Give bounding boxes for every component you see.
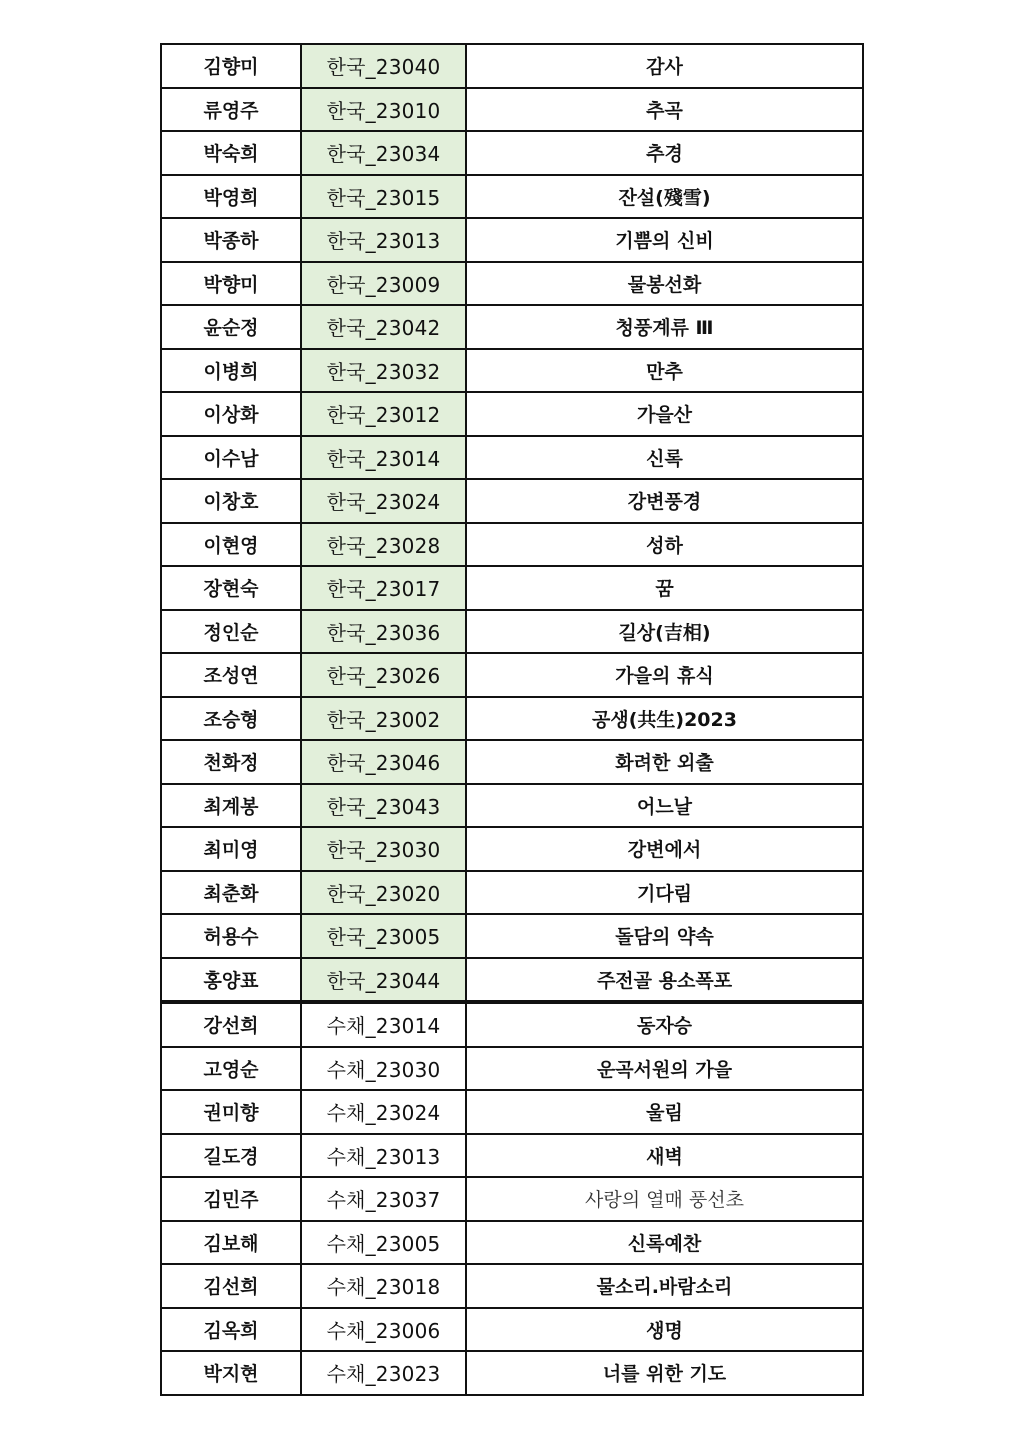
table-row bbox=[161, 1090, 863, 1134]
table-row bbox=[161, 1264, 863, 1308]
artwork-title-cell: 강변풍경 bbox=[466, 479, 863, 523]
entry-code-cell: 한국_23024 bbox=[301, 479, 466, 523]
entry-code-cell: 한국_23043 bbox=[301, 784, 466, 828]
entry-code-cell: 수채_23018 bbox=[301, 1264, 466, 1308]
artwork-title-cell: 울림 bbox=[466, 1090, 863, 1134]
artwork-title-cell: 물봉선화 bbox=[466, 262, 863, 306]
entry-code-cell: 수채_23037 bbox=[301, 1177, 466, 1221]
artist-name-cell: 강선희 bbox=[161, 1002, 301, 1047]
artwork-title-cell: 기다림 bbox=[466, 871, 863, 915]
table-row bbox=[161, 349, 863, 393]
artwork-title-cell: 공생(共生)2023 bbox=[466, 697, 863, 741]
table-row bbox=[161, 697, 863, 741]
artwork-title-cell: 화려한 외출 bbox=[466, 740, 863, 784]
table-row bbox=[161, 958, 863, 1003]
table-row bbox=[161, 218, 863, 262]
table-row bbox=[161, 1047, 863, 1091]
entry-code-cell: 수채_23006 bbox=[301, 1308, 466, 1352]
table-row bbox=[161, 871, 863, 915]
artwork-title-cell: 사랑의 열매 풍선초 bbox=[466, 1177, 863, 1221]
table-row bbox=[161, 653, 863, 697]
table-row bbox=[161, 44, 863, 88]
artist-name-cell: 박향미 bbox=[161, 262, 301, 306]
table-row bbox=[161, 914, 863, 958]
entry-code-cell: 한국_23032 bbox=[301, 349, 466, 393]
entry-code-cell: 한국_23017 bbox=[301, 566, 466, 610]
artist-name-cell: 김선희 bbox=[161, 1264, 301, 1308]
artist-name-cell: 장현숙 bbox=[161, 566, 301, 610]
artwork-title-cell: 물소리.바람소리 bbox=[466, 1264, 863, 1308]
artist-name-cell: 이병희 bbox=[161, 349, 301, 393]
artist-name-cell: 이창호 bbox=[161, 479, 301, 523]
artist-name-cell: 류영주 bbox=[161, 88, 301, 132]
artwork-title-cell: 길상(吉相) bbox=[466, 610, 863, 654]
table-row bbox=[161, 1134, 863, 1178]
artist-name-cell: 최계봉 bbox=[161, 784, 301, 828]
artist-name-cell: 최춘화 bbox=[161, 871, 301, 915]
table-row bbox=[161, 566, 863, 610]
table-row bbox=[161, 392, 863, 436]
table-row bbox=[161, 1002, 863, 1047]
table-row bbox=[161, 131, 863, 175]
artist-name-cell: 길도경 bbox=[161, 1134, 301, 1178]
entry-code-cell: 수채_23024 bbox=[301, 1090, 466, 1134]
entry-code-cell: 한국_23044 bbox=[301, 958, 466, 1003]
entry-code-cell: 수채_23005 bbox=[301, 1221, 466, 1265]
artwork-title-cell: 꿈 bbox=[466, 566, 863, 610]
entry-code-cell: 수채_23014 bbox=[301, 1002, 466, 1047]
entry-code-cell: 한국_23005 bbox=[301, 914, 466, 958]
entry-code-cell: 한국_23014 bbox=[301, 436, 466, 480]
entry-code-cell: 한국_23020 bbox=[301, 871, 466, 915]
entry-code-cell: 한국_23034 bbox=[301, 131, 466, 175]
artist-name-cell: 조성연 bbox=[161, 653, 301, 697]
artwork-title-cell: 어느날 bbox=[466, 784, 863, 828]
table-row bbox=[161, 262, 863, 306]
artist-name-cell: 홍양표 bbox=[161, 958, 301, 1003]
artwork-title-cell: 청풍계류 Ⅲ bbox=[466, 305, 863, 349]
entry-code-cell: 수채_23013 bbox=[301, 1134, 466, 1178]
entry-code-cell: 수채_23030 bbox=[301, 1047, 466, 1091]
table-row bbox=[161, 523, 863, 567]
artist-name-cell: 고영순 bbox=[161, 1047, 301, 1091]
artist-name-cell: 박영희 bbox=[161, 175, 301, 219]
table-row bbox=[161, 175, 863, 219]
artist-name-cell: 윤순정 bbox=[161, 305, 301, 349]
artwork-title-cell: 성하 bbox=[466, 523, 863, 567]
artist-name-cell: 이상화 bbox=[161, 392, 301, 436]
artwork-title-cell: 추곡 bbox=[466, 88, 863, 132]
entry-code-cell: 한국_23026 bbox=[301, 653, 466, 697]
artwork-title-cell: 가을산 bbox=[466, 392, 863, 436]
table-row bbox=[161, 740, 863, 784]
entry-code-cell: 한국_23002 bbox=[301, 697, 466, 741]
artist-name-cell: 김향미 bbox=[161, 44, 301, 88]
artwork-title-cell: 추경 bbox=[466, 131, 863, 175]
entry-code-cell: 한국_23010 bbox=[301, 88, 466, 132]
entry-table-body bbox=[161, 44, 863, 1395]
artwork-title-cell: 가을의 휴식 bbox=[466, 653, 863, 697]
entry-code-cell: 한국_23040 bbox=[301, 44, 466, 88]
entry-code-cell: 한국_23046 bbox=[301, 740, 466, 784]
table-row bbox=[161, 1351, 863, 1395]
artist-name-cell: 김민주 bbox=[161, 1177, 301, 1221]
table-row bbox=[161, 305, 863, 349]
artwork-title-cell: 감사 bbox=[466, 44, 863, 88]
entry-code-cell: 한국_23015 bbox=[301, 175, 466, 219]
table-row bbox=[161, 784, 863, 828]
table-row bbox=[161, 827, 863, 871]
artist-name-cell: 정인순 bbox=[161, 610, 301, 654]
entry-code-cell: 한국_23036 bbox=[301, 610, 466, 654]
table-row bbox=[161, 610, 863, 654]
table-row bbox=[161, 1221, 863, 1265]
artwork-title-cell: 신록예찬 bbox=[466, 1221, 863, 1265]
table-row bbox=[161, 479, 863, 523]
artwork-title-cell: 신록 bbox=[466, 436, 863, 480]
table-row bbox=[161, 436, 863, 480]
entry-code-cell: 수채_23023 bbox=[301, 1351, 466, 1395]
artist-name-cell: 조승형 bbox=[161, 697, 301, 741]
artist-name-cell: 박종하 bbox=[161, 218, 301, 262]
entry-code-cell: 한국_23028 bbox=[301, 523, 466, 567]
artwork-title-cell: 만추 bbox=[466, 349, 863, 393]
artwork-title-cell: 동자승 bbox=[466, 1002, 863, 1047]
artwork-title-cell: 주전골 용소폭포 bbox=[466, 958, 863, 1003]
artist-name-cell: 박지현 bbox=[161, 1351, 301, 1395]
artwork-title-cell: 운곡서원의 가을 bbox=[466, 1047, 863, 1091]
artist-name-cell: 이현영 bbox=[161, 523, 301, 567]
artist-name-cell: 최미영 bbox=[161, 827, 301, 871]
entry-code-cell: 한국_23009 bbox=[301, 262, 466, 306]
artist-name-cell: 권미향 bbox=[161, 1090, 301, 1134]
table-row bbox=[161, 1308, 863, 1352]
artist-name-cell: 허용수 bbox=[161, 914, 301, 958]
artwork-title-cell: 새벽 bbox=[466, 1134, 863, 1178]
entry-table bbox=[160, 43, 864, 1396]
artwork-title-cell: 너를 위한 기도 bbox=[466, 1351, 863, 1395]
entry-code-cell: 한국_23042 bbox=[301, 305, 466, 349]
artist-name-cell: 박숙희 bbox=[161, 131, 301, 175]
artwork-title-cell: 강변에서 bbox=[466, 827, 863, 871]
artwork-title-cell: 기쁨의 신비 bbox=[466, 218, 863, 262]
entry-code-cell: 한국_23013 bbox=[301, 218, 466, 262]
table-row bbox=[161, 1177, 863, 1221]
artwork-title-cell: 돌담의 약속 bbox=[466, 914, 863, 958]
entry-code-cell: 한국_23030 bbox=[301, 827, 466, 871]
artwork-title-cell: 잔설(殘雪) bbox=[466, 175, 863, 219]
artwork-title-cell: 생명 bbox=[466, 1308, 863, 1352]
artist-name-cell: 김보해 bbox=[161, 1221, 301, 1265]
table-row bbox=[161, 88, 863, 132]
artist-name-cell: 김옥희 bbox=[161, 1308, 301, 1352]
entry-code-cell: 한국_23012 bbox=[301, 392, 466, 436]
artist-name-cell: 천화정 bbox=[161, 740, 301, 784]
artist-name-cell: 이수남 bbox=[161, 436, 301, 480]
